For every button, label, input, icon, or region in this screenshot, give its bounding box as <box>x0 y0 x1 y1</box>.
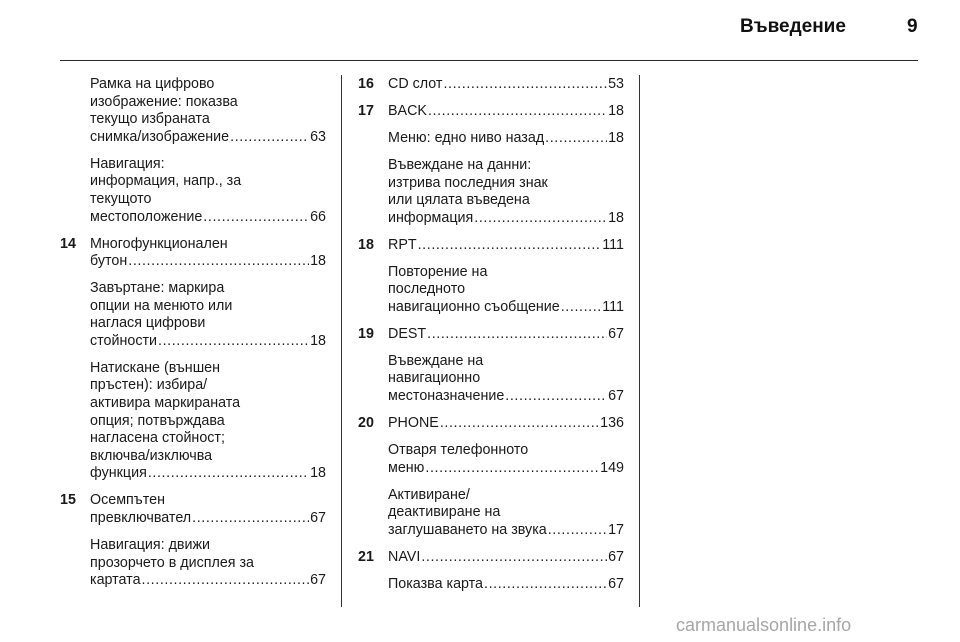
page-reference: 149 <box>600 459 624 476</box>
entry-reference-line <box>388 103 624 121</box>
entry-text-line: Навигация: <box>90 155 165 172</box>
page-reference: 18 <box>608 129 624 146</box>
entry-label: RPT <box>388 236 417 253</box>
entry-reference-line <box>90 465 326 483</box>
entry-label: картата <box>90 572 141 589</box>
column-divider-left <box>341 75 342 607</box>
entry-text-line: навигационно <box>388 370 481 387</box>
entry-reference-line <box>388 522 624 540</box>
entry-text-line: наглася цифрови <box>90 315 206 332</box>
entry-number: 20 <box>358 415 374 432</box>
index-entry <box>388 576 624 594</box>
dot-leader <box>548 522 607 540</box>
index-entry <box>388 442 624 477</box>
page-reference: 67 <box>608 548 624 565</box>
entry-text-line: последното <box>388 281 466 298</box>
dot-leader <box>484 576 607 594</box>
entry-label: PHONE <box>388 415 439 432</box>
entry-text-line: Завъртане: маркира <box>90 280 225 297</box>
entry-number: 17 <box>358 102 374 119</box>
entry-text-line: опция; потвърждава <box>90 412 225 429</box>
index-entry <box>90 76 326 146</box>
entry-label: превключвател <box>90 510 192 527</box>
index-entry <box>388 130 624 148</box>
entry-label: снимка/изображение <box>90 128 230 145</box>
entry-label: местоположение <box>90 208 203 225</box>
entry-reference-line <box>90 129 326 147</box>
dot-leader <box>142 572 310 590</box>
right-column <box>358 76 624 603</box>
dot-leader <box>474 210 607 228</box>
entry-label: заглушаването на звука <box>388 521 547 538</box>
entry-reference-line <box>90 209 326 227</box>
entry-number: 19 <box>358 325 374 342</box>
index-entry <box>90 537 326 590</box>
entry-reference-line <box>388 299 624 317</box>
page-number: 9 <box>907 16 918 37</box>
page-reference: 17 <box>608 521 624 538</box>
entry-number: 14 <box>60 235 76 252</box>
entry-text-line: Рамка на цифрово <box>90 76 215 92</box>
dot-leader <box>158 333 309 351</box>
dot-leader <box>425 460 599 478</box>
entry-label: Меню: едно ниво назад <box>388 129 545 146</box>
entry-text-line: прозорчето в дисплея за <box>90 554 255 571</box>
entry-label: Показва карта <box>388 575 483 592</box>
dot-leader <box>203 209 309 227</box>
page-reference: 63 <box>310 128 326 145</box>
page-reference: 53 <box>608 76 624 92</box>
entry-reference-line <box>90 572 326 590</box>
column-divider-right <box>639 75 640 607</box>
entry-text-line: текущото <box>90 190 152 207</box>
index-entry <box>358 415 624 433</box>
entry-text-line: деактивиране на <box>388 504 501 521</box>
entry-reference-line <box>90 510 326 528</box>
entry-text-line: информация, напр., за <box>90 173 242 190</box>
dot-leader <box>192 510 309 528</box>
dot-leader <box>148 465 309 483</box>
entry-reference-line <box>90 333 326 351</box>
entry-text-line: изтрива последния знак <box>388 174 548 191</box>
entry-number: 21 <box>358 548 374 565</box>
page-reference: 18 <box>608 102 624 119</box>
watermark: carmanualsonline.info <box>676 615 852 635</box>
dot-leader <box>440 415 599 433</box>
page-reference: 67 <box>608 325 624 342</box>
left-column <box>60 76 326 599</box>
entry-number: 15 <box>60 492 76 509</box>
entry-text-line: активира маркираната <box>90 395 241 412</box>
entry-text-line: Навигация: движи <box>90 537 211 553</box>
entry-text-line: Отваря телефонното <box>388 442 529 459</box>
entry-number: 16 <box>358 76 374 92</box>
entry-text-line: Осемпътен <box>90 492 165 509</box>
entry-label: BACK <box>388 102 427 119</box>
entry-text-line: опции на менюто или <box>90 297 233 314</box>
entry-reference-line <box>388 549 624 567</box>
dot-leader <box>128 253 309 271</box>
entry-text-line: нагласена стойност; <box>90 430 225 447</box>
index-entry <box>388 353 624 406</box>
entry-number: 18 <box>358 236 374 253</box>
dot-leader <box>230 129 309 147</box>
entry-text-line: Въвеждане на <box>388 352 484 369</box>
entry-label: DEST <box>388 325 427 342</box>
index-entry <box>358 236 624 255</box>
dot-leader <box>418 237 602 255</box>
dot-leader <box>421 549 607 567</box>
entry-text-line: пръстен): избира/ <box>90 377 208 394</box>
entry-reference-line <box>388 210 624 228</box>
entry-text-line: Активиране/ <box>388 486 470 503</box>
page-reference: 111 <box>602 236 624 253</box>
dot-leader <box>427 326 607 344</box>
index-entry <box>388 264 624 317</box>
page-reference: 67 <box>608 388 624 405</box>
entry-label: NAVI <box>388 548 421 565</box>
page-reference: 67 <box>310 510 326 527</box>
entry-text-line: Натискане (външен <box>90 359 221 376</box>
dot-leader <box>428 103 607 121</box>
page-reference: 136 <box>600 415 624 432</box>
entry-label: бутон <box>90 253 128 270</box>
entry-text-line: или цялата въведена <box>388 192 530 209</box>
page-reference: 18 <box>608 209 624 226</box>
entry-reference-line <box>388 326 624 344</box>
entry-label: меню <box>388 459 425 476</box>
page-reference: 18 <box>310 253 326 270</box>
entry-reference-line <box>388 460 624 478</box>
index-entry <box>358 76 624 94</box>
entry-text-line: Многофункционален <box>90 235 228 252</box>
index-entry <box>358 325 624 344</box>
entry-reference-line <box>388 388 624 406</box>
index-entry <box>388 487 624 540</box>
entry-reference-line <box>90 253 326 271</box>
entry-text-line: текущо избраната <box>90 111 210 128</box>
entry-reference-line <box>388 76 624 94</box>
entry-label: навигационно съобщение <box>388 298 560 315</box>
index-entry <box>90 280 326 350</box>
entry-text-line: Повторение на <box>388 263 488 280</box>
entry-text-line: включва/изключва <box>90 447 213 464</box>
entry-label: информация <box>388 209 474 226</box>
entry-label: местоназначение <box>388 388 505 405</box>
entry-reference-line <box>388 415 624 433</box>
dot-leader <box>545 130 607 148</box>
entry-reference-line <box>388 130 624 148</box>
page-reference: 67 <box>608 575 624 592</box>
page-title: Въведение <box>740 16 846 37</box>
dot-leader <box>505 388 607 406</box>
entry-text-line: изображение: показва <box>90 93 238 110</box>
entry-text-line: Въвеждане на данни: <box>388 156 532 173</box>
index-entry <box>358 102 624 121</box>
entry-label: CD слот <box>388 76 443 92</box>
entry-label: функция <box>90 465 147 482</box>
page-reference: 111 <box>602 298 624 315</box>
dot-leader <box>443 76 607 94</box>
index-entry <box>388 157 624 227</box>
entry-reference-line <box>388 576 624 594</box>
index-entry <box>90 156 326 226</box>
page-reference: 66 <box>310 208 326 225</box>
dot-leader <box>561 299 602 317</box>
page-reference: 18 <box>310 465 326 482</box>
index-entry <box>358 548 624 567</box>
page-reference: 67 <box>310 572 326 589</box>
index-entry <box>90 360 326 483</box>
entry-label: стойности <box>90 332 158 349</box>
page-reference: 18 <box>310 332 326 349</box>
index-entry <box>60 492 326 527</box>
entry-reference-line <box>388 237 624 255</box>
header-rule <box>60 60 918 61</box>
index-entry <box>60 235 326 271</box>
